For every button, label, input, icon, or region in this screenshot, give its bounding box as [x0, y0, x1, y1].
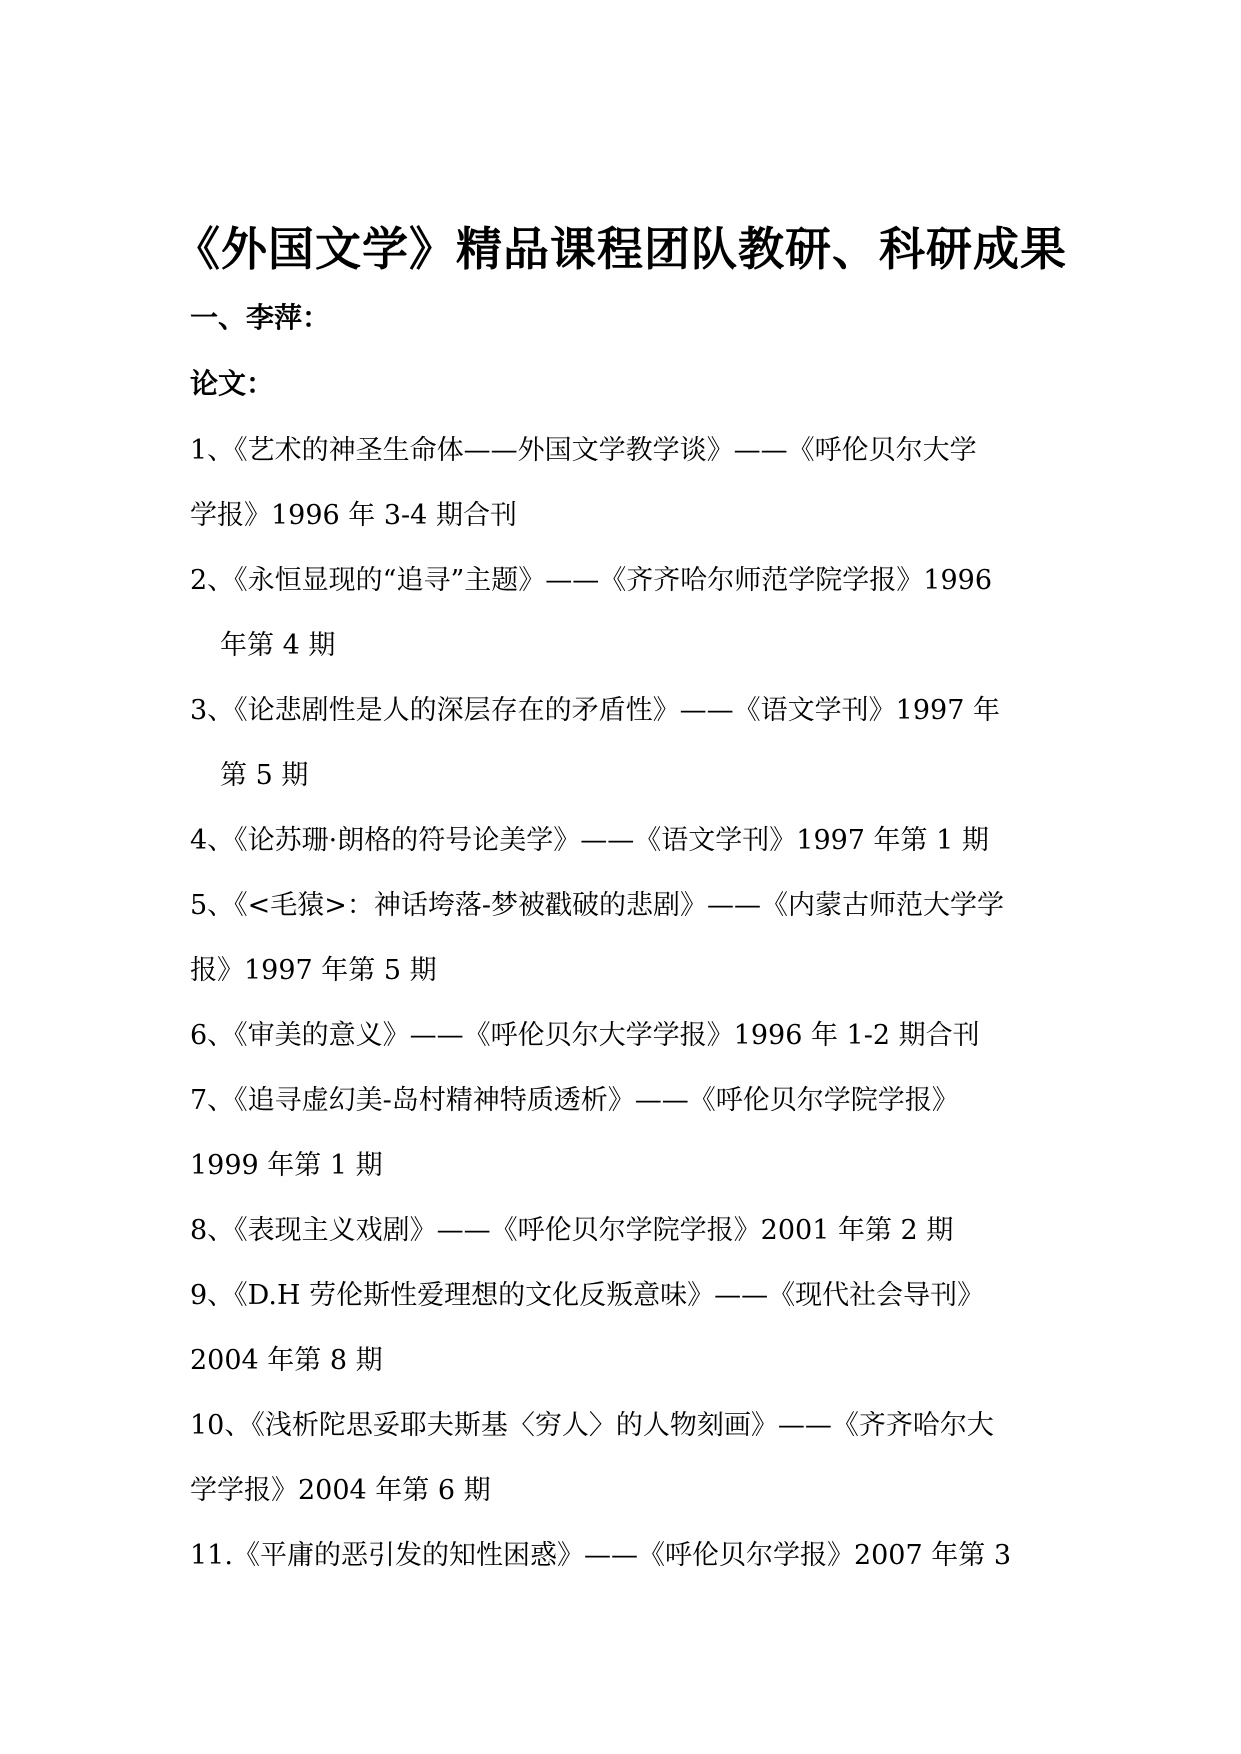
paper-entry-line: 学报》1996 年 3-4 期合刊: [190, 500, 517, 531]
paper-entry-line: 7、《追寻虚幻美-岛村精神特质透析》——《呼伦贝尔学院学报》: [190, 1085, 959, 1116]
paper-entry: [190, 1068, 1060, 1198]
paper-entry-line: 学学报》2004 年第 6 期: [190, 1475, 491, 1506]
paper-entry-line: 1、《艺术的神圣生命体——外国文学教学谈》——《呼伦贝尔大学: [190, 435, 977, 466]
section-heading: 一、李萍：: [190, 301, 331, 334]
paper-entry-line: 11.《平庸的恶引发的知性困惑》——《呼伦贝尔学报》2007 年第 3: [190, 1540, 1011, 1571]
paper-entry-line: 5、《<毛猿>：神话垮落-梦被戳破的悲剧》——《内蒙古师范大学学: [190, 890, 1005, 921]
paper-entry: [190, 1263, 1060, 1393]
paper-entry-line: 4、《论苏珊·朗格的符号论美学》——《语文学刊》1997 年第 1 期: [190, 825, 989, 856]
paper-entry: [190, 1393, 1060, 1523]
paper-entry-line: 1999 年第 1 期: [190, 1150, 383, 1181]
document-title: 《外国文学》精品课程团队教研、科研成果: [174, 222, 1067, 276]
paper-entry: [190, 678, 1060, 808]
paper-entry: [190, 418, 1060, 548]
paper-entry: [190, 808, 1060, 873]
paper-list: [190, 418, 1060, 1588]
paper-entry-line: 10、《浅析陀思妥耶夫斯基〈穷人〉的人物刻画》——《齐齐哈尔大: [190, 1410, 994, 1441]
paper-entry-line: 2004 年第 8 期: [190, 1345, 383, 1376]
paper-entry-line: 第 5 期: [220, 760, 309, 791]
paper-entry: [190, 1003, 1060, 1068]
paper-entry: [190, 1523, 1060, 1588]
paper-entry-line: 6、《审美的意义》——《呼伦贝尔大学学报》1996 年 1-2 期合刊: [190, 1020, 980, 1051]
paper-entry-line: 年第 4 期: [220, 630, 336, 661]
papers-heading: 论文：: [190, 367, 275, 400]
paper-entry-line: 8、《表现主义戏剧》——《呼伦贝尔学院学报》2001 年第 2 期: [190, 1215, 954, 1246]
paper-entry: [190, 1198, 1060, 1263]
paper-entry: [190, 873, 1060, 1003]
paper-entry-line: 3、《论悲剧性是人的深层存在的矛盾性》——《语文学刊》1997 年: [190, 695, 1000, 726]
paper-entry-line: 报》1997 年第 5 期: [190, 955, 437, 986]
paper-entry-line: 2、《永恒显现的“追寻”主题》——《齐齐哈尔师范学院学报》1996: [190, 565, 992, 596]
paper-entry: [190, 548, 1060, 678]
paper-entry-line: 9、《D.H 劳伦斯性爱理想的文化反叛意味》——《现代社会导刊》: [190, 1280, 985, 1311]
